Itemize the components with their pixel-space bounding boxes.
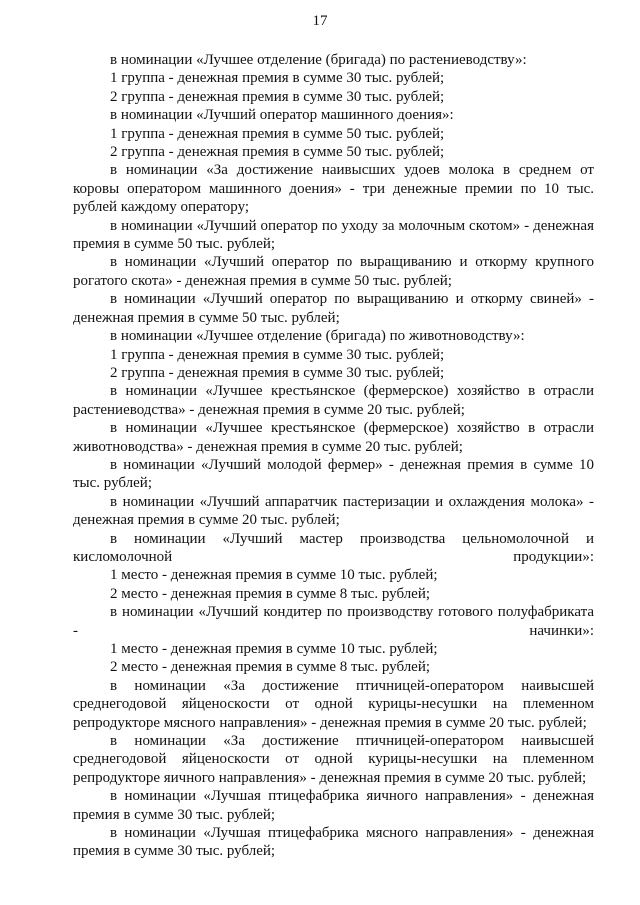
paragraph: 2 место - денежная премия в сумме 8 тыс. рублей;: [110, 659, 431, 676]
paragraph: 1 группа - денежная премия в сумме 30 тыс. рублей;: [110, 70, 445, 87]
paragraph: в номинации «За достижение птичницей-оператором наивысшей среднегодовой яйценоскости от одной курицы-несушки на племенном репродукторе мясного направления» - денежная премия в сумме 20 тыс. рублей;: [73, 677, 594, 731]
paragraph: в номинации «Лучший оператор по выращиванию и откорму крупного рогатого скота» - денежная премия в сумме 50 тыс. рублей;: [73, 254, 594, 289]
paragraph: в номинации «Лучший мастер производства цельномолочной и кисломолочной продукции»:: [73, 530, 594, 565]
paragraph: в номинации «Лучшее крестьянское (фермерское) хозяйство в отрасли животноводства» - денежная премия в сумме 20 тыс. рублей;: [73, 420, 594, 455]
paragraph: в номинации «За достижение птичницей-оператором наивысшей среднегодовой яйценоскости от одной курицы-несушки на племенном репродукторе яичного направления» - денежная премия в сумме 20 тыс. рублей;: [73, 733, 594, 786]
paragraph: в номинации «Лучшая птицефабрика мясного направления» - денежная премия в сумме 30 тыс. рублей;: [73, 825, 594, 860]
paragraph: в номинации «Лучшее отделение (бригада) по растениеводству»:: [110, 52, 527, 68]
paragraph: в номинации «Лучший молодой фермер» - денежная премия в сумме 10 тыс. рублей;: [73, 456, 594, 492]
paragraph: в номинации «Лучший оператор по уходу за молочным скотом» - денежная премия в сумме 50 тыс. рублей;: [73, 217, 594, 253]
paragraph: 1 группа - денежная премия в сумме 30 тыс. рублей;: [110, 346, 445, 363]
paragraph: в номинации «Лучшее крестьянское (фермерское) хозяйство в отрасли растениеводства» - денежная премия в сумме 20 тыс. рублей;: [73, 383, 594, 418]
paragraph: в номинации «Лучшее отделение (бригада) по животноводству»:: [110, 328, 525, 345]
paragraph: 2 группа - денежная премия в сумме 50 тыс. рублей;: [110, 144, 445, 161]
paragraph: 1 место - денежная премия в сумме 10 тыс. рублей;: [110, 641, 438, 657]
paragraph: в номинации «Лучший оператор машинного доения»:: [110, 107, 454, 124]
paragraph: в номинации «Лучшая птицефабрика яичного направления» - денежная премия в сумме 30 тыс. рублей;: [73, 788, 594, 823]
paragraph: 1 группа - денежная премия в сумме 50 тыс. рублей;: [110, 125, 445, 142]
paragraph: в номинации «За достижение наивысших удоев молока в среднем от коровы оператором машинного доения» - три денежные премии по 10 тыс. рублей каждому оператору;: [73, 162, 594, 216]
document-body: [73, 51, 594, 861]
paragraph: в номинации «Лучший оператор по выращиванию и откорму свиней» - денежная премия в сумме 50 тыс. рублей;: [73, 291, 594, 326]
paragraph: в номинации «Лучший аппаратчик пастеризации и охлаждения молока» - денежная премия в сумме 20 тыс. рублей;: [73, 493, 594, 529]
page-number: 17: [312, 13, 328, 29]
paragraph: в номинации «Лучший кондитер по производству готового полуфабриката - начинки»:: [73, 604, 594, 639]
paragraph: 2 группа - денежная премия в сумме 30 тыс. рублей;: [110, 88, 445, 105]
paragraph: 2 место - денежная премия в сумме 8 тыс. рублей;: [110, 585, 431, 602]
paragraph: 1 место - денежная премия в сумме 10 тыс. рублей;: [110, 567, 438, 584]
paragraph: 2 группа - денежная премия в сумме 30 тыс. рублей;: [110, 364, 445, 381]
